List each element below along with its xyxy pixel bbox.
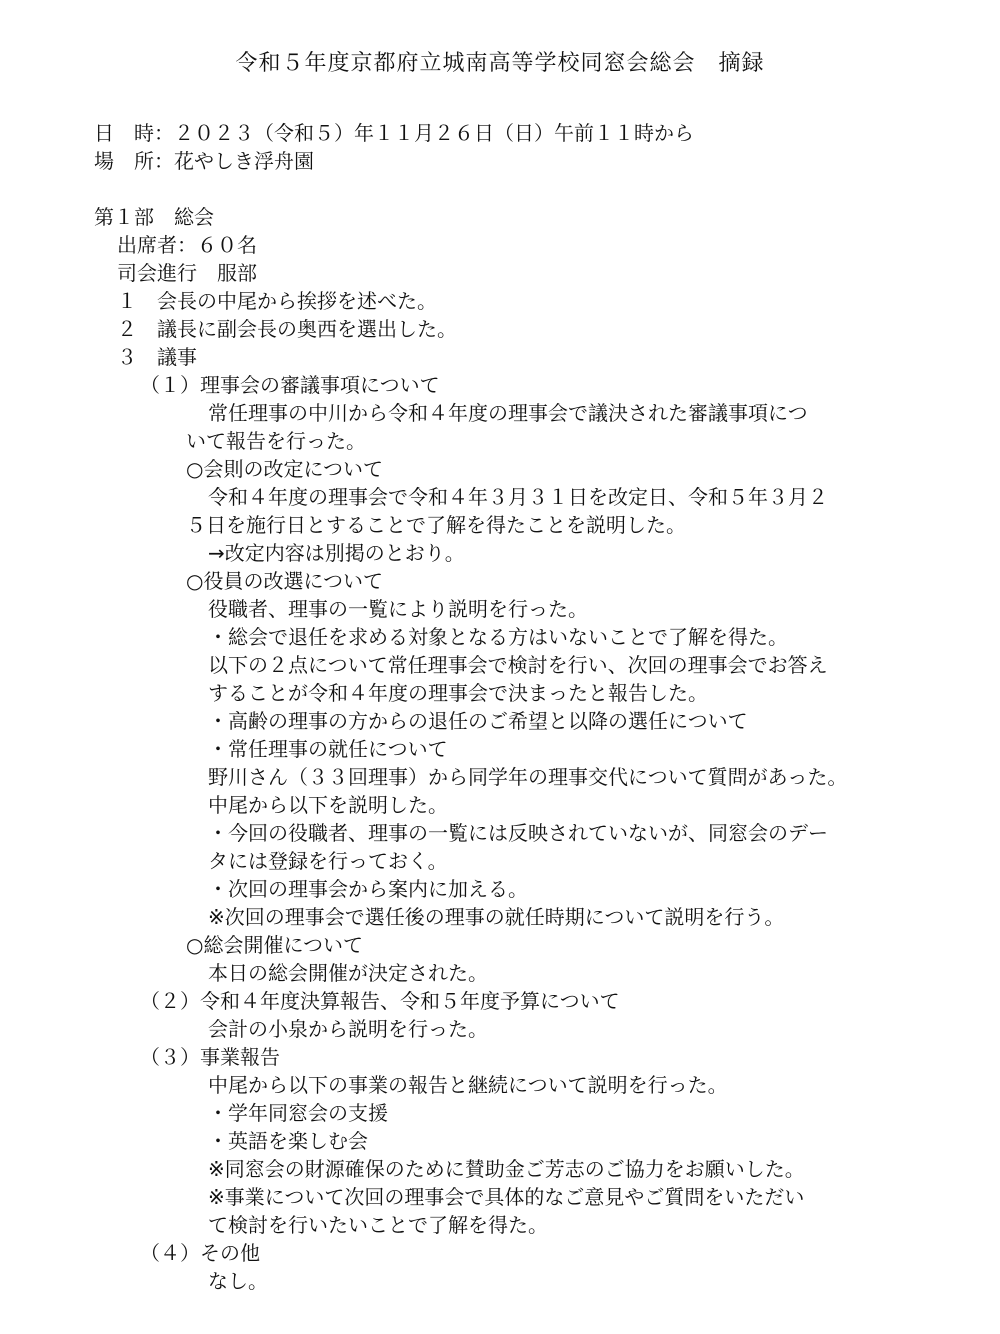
officers-text: タには登録を行っておく。 xyxy=(208,849,448,873)
officers-text: ・今回の役職者、理事の一覧には反映されていないが、同窓会のデー xyxy=(208,821,828,845)
rules-text: ５日を施行日とすることで了解を得たことを説明した。 xyxy=(186,513,686,537)
agenda3-text: ※事業について次回の理事会で具体的なご意見やご質問をいただい xyxy=(208,1185,805,1209)
officers-text: ※次回の理事会で選任後の理事の就任時期について説明を行う。 xyxy=(208,905,785,929)
document-title: 令和５年度京都府立城南高等学校同窓会総会 摘録 xyxy=(235,51,765,76)
meeting-heading: ○総会開催について xyxy=(186,933,364,957)
rules-text: 令和４年度の理事会で令和４年３月３１日を改定日、令和５年３月２ xyxy=(208,485,828,509)
agenda1-text: 常任理事の中川から令和４年度の理事会で議決された審議事項につ xyxy=(208,401,808,425)
officers-text: 役職者、理事の一覧により説明を行った。 xyxy=(208,597,588,621)
agenda4-text: なし。 xyxy=(208,1269,268,1293)
agenda4-heading: （４）その他 xyxy=(140,1241,260,1265)
rules-note: →改定内容は別掲のとおり。 xyxy=(208,541,465,565)
officers-text: 以下の２点について常任理事会で検討を行い、次回の理事会でお答え xyxy=(208,653,828,677)
officers-text: 野川さん（３３回理事）から同学年の理事交代について質問があった。 xyxy=(208,765,848,789)
officers-text: ・総会で退任を求める対象となる方はいないことで了解を得た。 xyxy=(208,625,788,649)
meeting-text: 本日の総会開催が決定された。 xyxy=(208,961,488,985)
meeting-date: 日 時：２０２３（令和５）年１１月２６日（日）午前１１時から xyxy=(94,121,694,145)
officers-text: ・次回の理事会から案内に加える。 xyxy=(208,877,528,901)
master-of-ceremonies: 司会進行 服部 xyxy=(117,261,257,285)
agenda1-heading: （１）理事会の審議事項について xyxy=(140,373,440,397)
agenda3-text: ・学年同窓会の支援 xyxy=(208,1101,388,1125)
officers-text: することが令和４年度の理事会で決まったと報告した。 xyxy=(208,681,708,705)
agenda2-text: 会計の小泉から説明を行った。 xyxy=(208,1017,488,1041)
item-agenda: ３ 議事 xyxy=(117,345,197,369)
rules-heading: ○会則の改定について xyxy=(186,457,384,481)
agenda3-text: ※同窓会の財源確保のために賛助金ご芳志のご協力をお願いした。 xyxy=(208,1157,805,1181)
agenda1-text: いて報告を行った。 xyxy=(186,429,366,453)
item-chair-election: ２ 議長に副会長の奥西を選出した。 xyxy=(117,317,457,341)
meeting-place: 場 所：花やしき浮舟園 xyxy=(94,149,314,173)
agenda3-text: て検討を行いたいことで了解を得た。 xyxy=(208,1213,548,1237)
agenda3-heading: （３）事業報告 xyxy=(140,1045,280,1069)
attendees: 出席者：６０名 xyxy=(117,233,257,257)
officers-text: ・高齢の理事の方からの退任のご希望と以降の選任について xyxy=(208,709,748,733)
officers-text: ・常任理事の就任について xyxy=(208,737,448,761)
agenda3-text: ・英語を楽しむ会 xyxy=(208,1129,368,1153)
officers-text: 中尾から以下を説明した。 xyxy=(208,793,448,817)
agenda3-text: 中尾から以下の事業の報告と継続について説明を行った。 xyxy=(208,1073,728,1097)
item-greeting: １ 会長の中尾から挨拶を述べた。 xyxy=(117,289,437,313)
agenda2-heading: （２）令和４年度決算報告、令和５年度予算について xyxy=(140,989,620,1013)
officers-heading: ○役員の改選について xyxy=(186,569,384,593)
part1-heading: 第１部 総会 xyxy=(94,205,214,229)
